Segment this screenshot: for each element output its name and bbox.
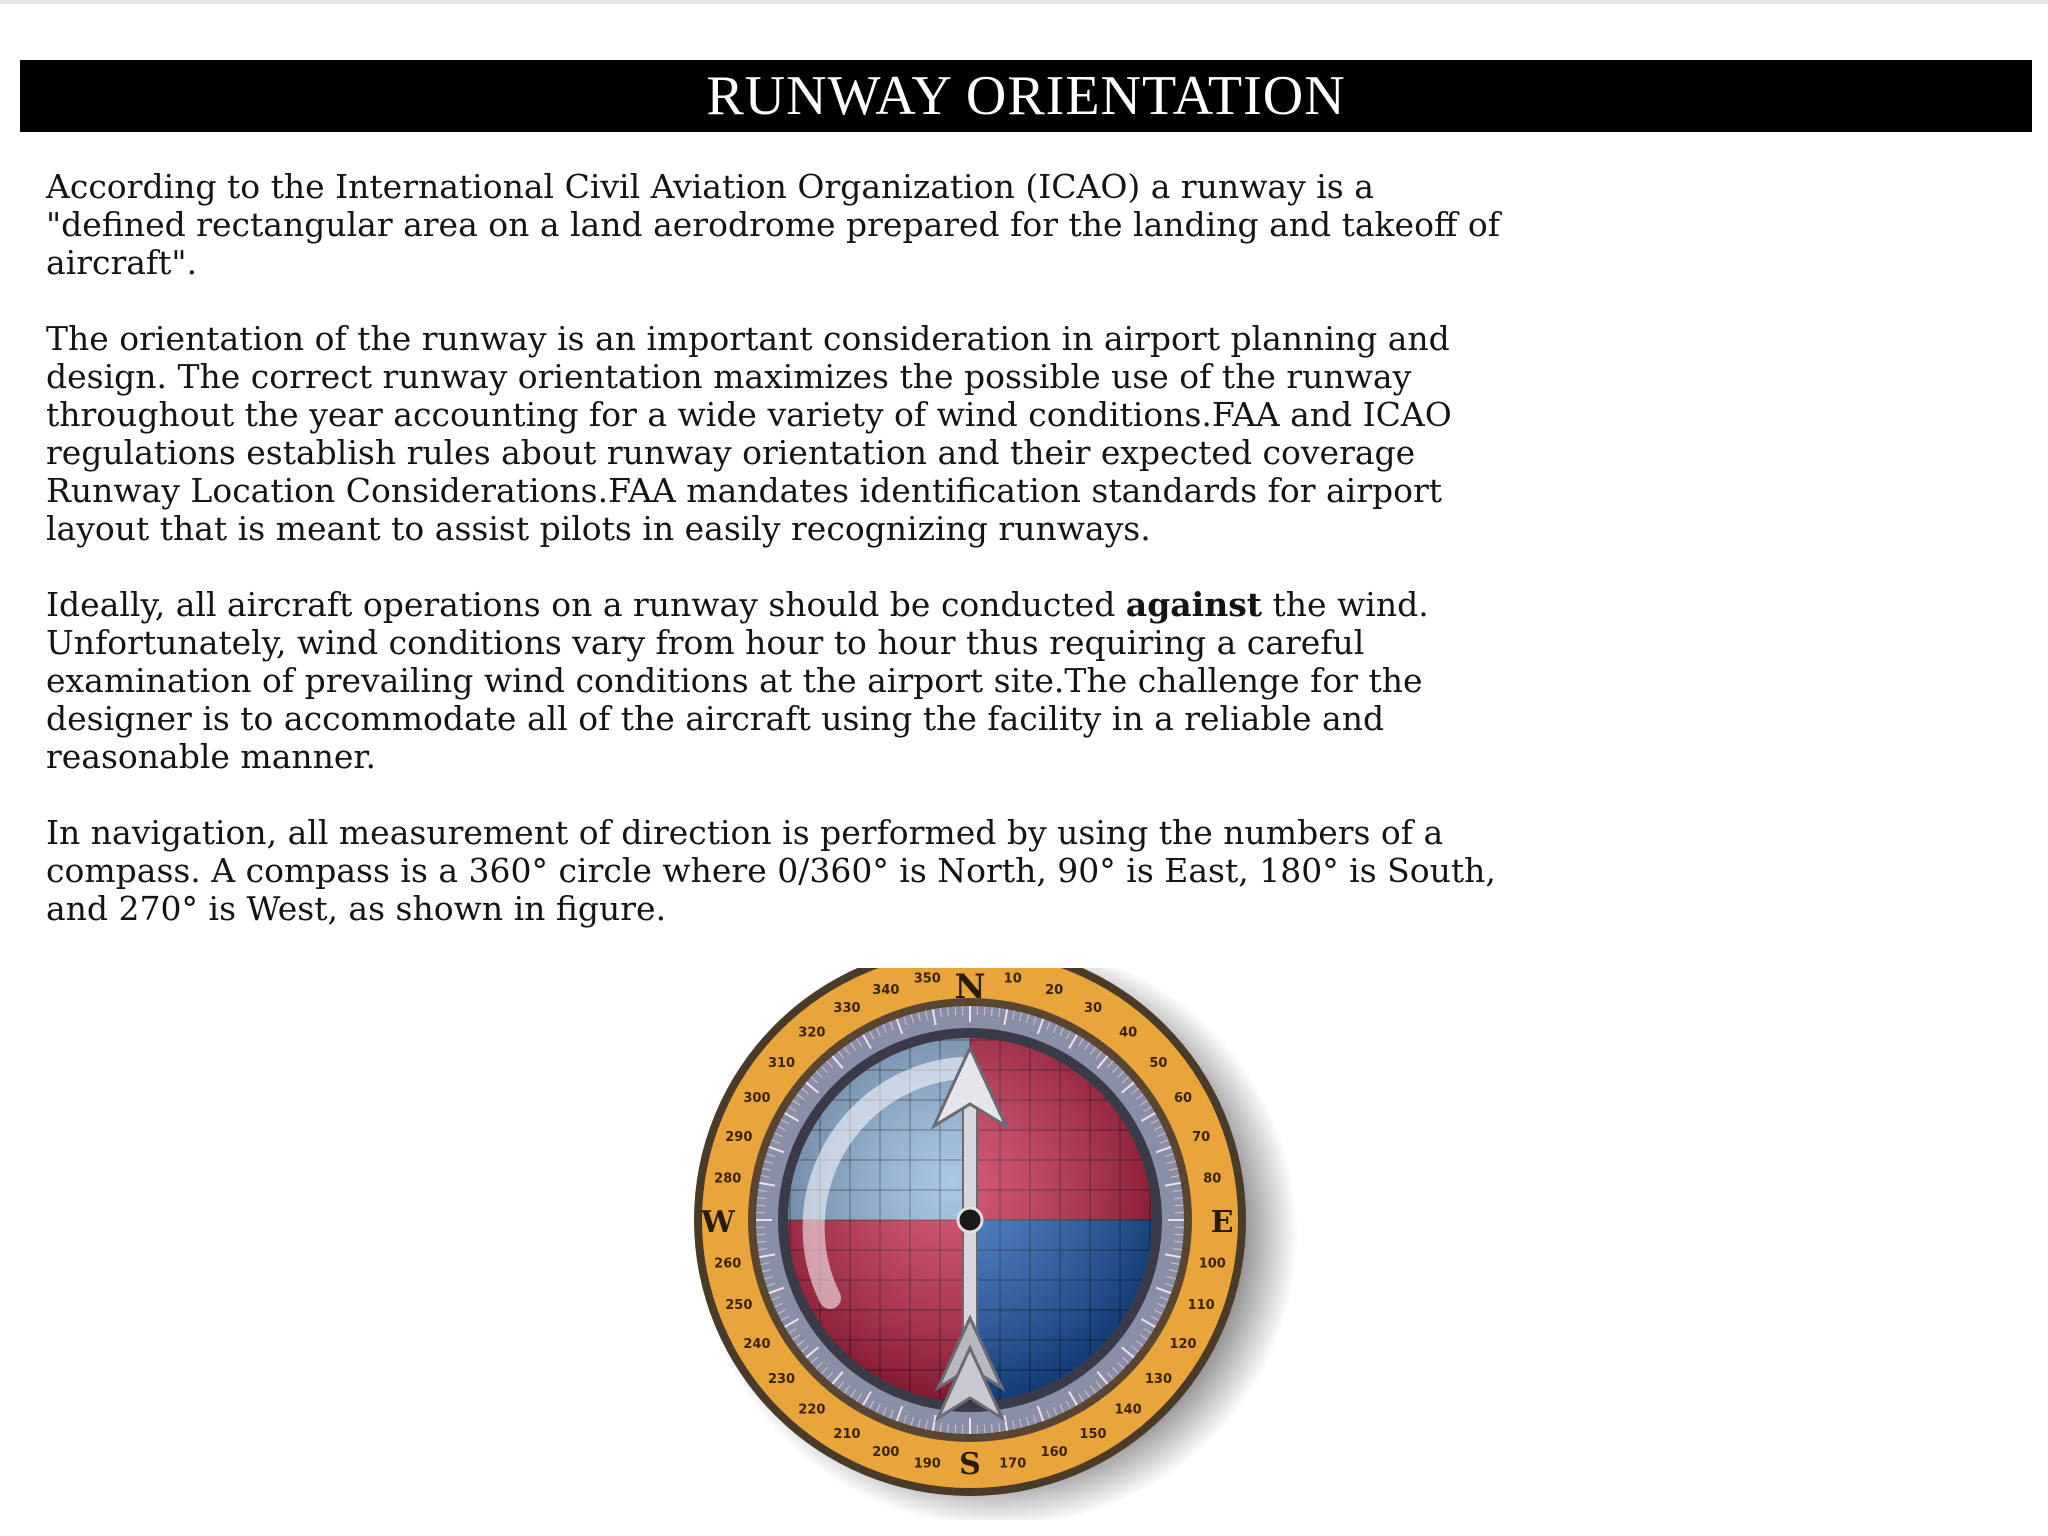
degree-label: 150 xyxy=(1079,1427,1107,1443)
paragraph-navigation: In navigation, all measurement of direction is performed by using the numbers of a compass. A compass is a 360° circle where 0/360° is North, 90° is East, 180° is South, and 270° is West, as shown in figure. xyxy=(46,813,1496,928)
compass-figure xyxy=(600,968,1420,1520)
degree-label: 50 xyxy=(1149,1055,1168,1071)
degree-label: 10 xyxy=(1003,971,1022,987)
paragraph-orientation: The orientation of the runway is an important consideration in airport planning and design. The correct runway orientation maximizes the possible use of the runway throughout the year accounting for a wide variety of wind conditions.FAA and ICAO regulations establish rules about runway orientation and their expected coverage Runway Location Considerations.FAA mandates identification standards for airport layout that is meant to assist pilots in easily recognizing runways. xyxy=(46,319,1452,548)
degree-label: 170 xyxy=(999,1456,1027,1472)
degree-label: 220 xyxy=(798,1402,826,1418)
tick-mark xyxy=(757,1234,766,1235)
degree-label: 250 xyxy=(725,1298,753,1314)
degree-label: 340 xyxy=(872,982,900,998)
tick-mark xyxy=(1175,1234,1184,1235)
degree-label: 40 xyxy=(1119,1025,1138,1041)
paragraph-wind xyxy=(46,586,2006,776)
degree-label: 210 xyxy=(833,1427,861,1443)
degree-label: 190 xyxy=(913,1456,941,1472)
degree-label: 310 xyxy=(767,1055,796,1071)
degree-label: 140 xyxy=(1114,1402,1142,1418)
degree-label: 240 xyxy=(743,1337,771,1352)
degree-label: 280 xyxy=(714,1171,742,1187)
tick-mark xyxy=(984,1425,985,1434)
tick-mark xyxy=(1175,1205,1184,1206)
cardinal-west: W xyxy=(701,1205,735,1240)
tick-mark xyxy=(757,1205,766,1206)
emphasis-against: against xyxy=(1125,585,1263,624)
page-title: RUNWAY ORIENTATION xyxy=(706,65,1346,127)
degree-label: 300 xyxy=(743,1091,771,1106)
paragraph-wind-end: the wind. Unfortunately, wind conditions vary from hour to hour thus requiring a careful examination of prevailing wind conditions at the airport site.The challenge for the designer is to accommodate all of the aircraft using the facility in a reliable and reasonable manner. xyxy=(46,585,1429,776)
compass-icon xyxy=(600,968,1420,1520)
degree-label: 160 xyxy=(1040,1445,1068,1461)
degree-label: 30 xyxy=(1083,1000,1103,1016)
degree-label: 100 xyxy=(1198,1256,1226,1272)
cardinal-south: S xyxy=(959,1447,981,1482)
degree-label: 70 xyxy=(1192,1129,1211,1145)
degree-label: 230 xyxy=(767,1372,796,1388)
title-bar xyxy=(20,60,2032,132)
cardinal-north: N xyxy=(954,968,986,1007)
degree-label: 60 xyxy=(1173,1091,1193,1106)
degree-label: 320 xyxy=(798,1025,826,1041)
body-text xyxy=(46,168,2006,966)
degree-label: 330 xyxy=(833,1000,861,1016)
degree-label: 290 xyxy=(725,1129,753,1145)
degree-label: 110 xyxy=(1187,1298,1215,1314)
tick-mark xyxy=(984,1007,985,1016)
degree-label: 120 xyxy=(1169,1337,1197,1352)
degree-label: 80 xyxy=(1203,1171,1222,1187)
paragraph-icao-definition: According to the International Civil Aviation Organization (ICAO) a runway is a "defined rectangular area on a land aerodrome prepared for the landing and takeoff of aircraft". xyxy=(46,167,1500,282)
cardinal-east: E xyxy=(1210,1205,1234,1240)
degree-label: 260 xyxy=(714,1256,742,1272)
degree-label: 350 xyxy=(913,971,941,987)
tick-mark xyxy=(955,1007,956,1016)
needle-pivot xyxy=(958,1208,982,1232)
degree-label: 200 xyxy=(872,1445,900,1461)
top-rule xyxy=(0,0,2048,4)
paragraph-wind-start: Ideally, all aircraft operations on a runway should be conducted xyxy=(46,585,1126,624)
degree-label: 130 xyxy=(1144,1372,1173,1388)
tick-mark xyxy=(955,1425,956,1434)
degree-label: 20 xyxy=(1045,982,1064,998)
